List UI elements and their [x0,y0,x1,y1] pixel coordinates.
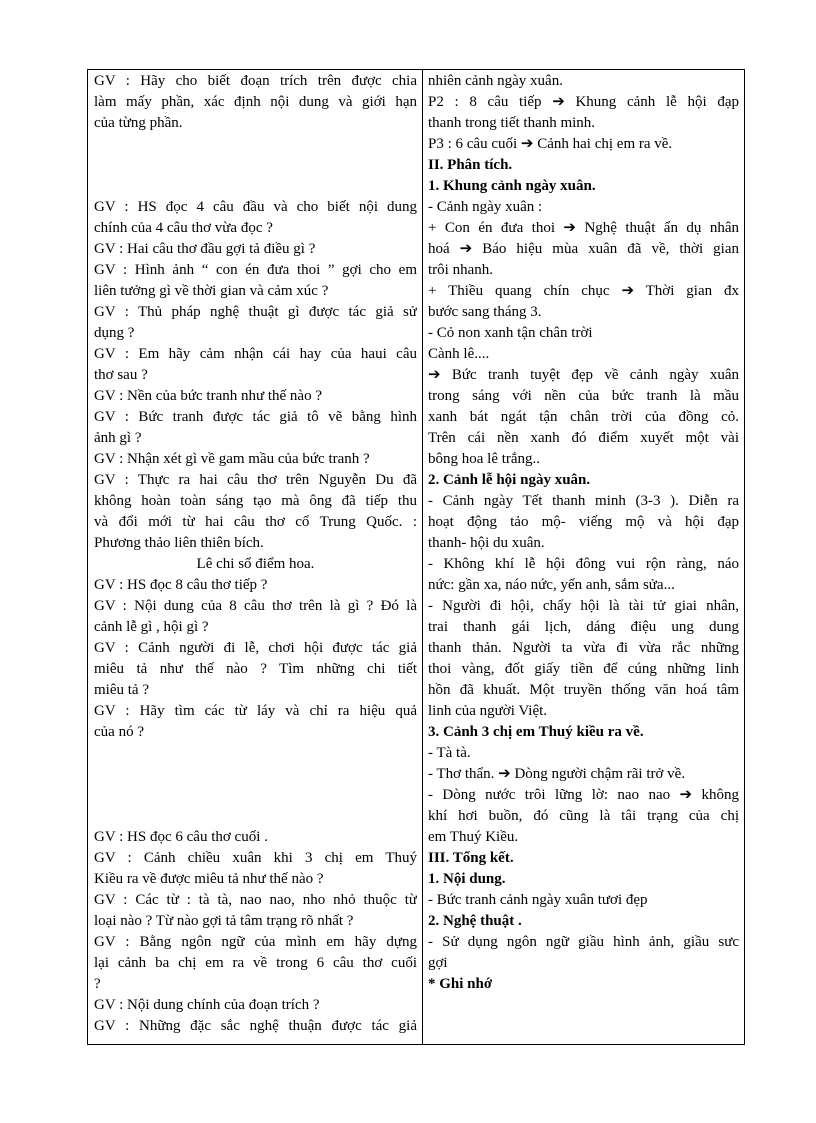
question-line: GV : Em hãy cảm nhận cái hay của haui câu [94,346,417,362]
content-line: bước sang tháng 3. [428,304,542,320]
content-line: P3 : 6 câu cuối ➔ Cảnh hai chị em ra về. [428,136,673,152]
content-line: trai thanh gái lịch, dáng điệu ung dung [428,619,739,635]
content-line: P2 : 8 câu tiếp ➔ Khung cảnh lễ hội đạp [428,94,739,110]
question-line: lại cảnh ba chị em ra về trong 6 câu thơ cuối [94,955,417,971]
content-line: + Con én đưa thoi ➔ Nghệ thuật ẩn dụ nhân [428,220,739,236]
content-line: - Không khí lễ hội đông vui rộn ràng, náo [428,556,739,572]
question-line: cảnh lễ gì , hội gì ? [94,619,209,635]
content-line: trôi nhanh. [428,262,493,278]
content-line: xanh bát ngát tận chân trời của đồng cỏ. [428,409,739,425]
question-line: GV : Hãy cho biết đoạn trích trên được chia [94,73,417,89]
question-blank-line [94,155,417,176]
question-line: loại nào ? Từ nào gợi tả tâm trạng rõ nhất ? [94,913,354,929]
question-line: GV : Hãy tìm các từ láy và chỉ ra hiệu quả [94,703,417,719]
question-line: và đổi mới từ hai câu thơ cổ Trung Quốc. : [94,514,417,530]
teacher-questions-column [88,70,423,1044]
content-heading: 2. Nghệ thuật . [428,913,522,929]
question-line: GV : Cảnh người đi lễ, chơi hội được tác giả [94,640,417,656]
question-blank-line [94,806,417,827]
question-line: GV : HS đọc 8 câu thơ tiếp ? [94,577,268,593]
question-line: liên tưởng gì về thời gian và cảm xúc ? [94,283,329,299]
content-line: thoi vàng, đốt giấy tiền để cúng những linh [428,661,739,677]
question-line: GV : Nhận xét gì về gam mầu của bức tranh ? [94,451,370,467]
question-line: GV : Nội dung của 8 câu thơ trên là gì ? Đó là [94,598,417,614]
question-line: Phương thảo liên thiên bích. [94,535,264,551]
content-heading: 1. Nội dung. [428,871,506,887]
content-heading: 1. Khung cảnh ngày xuân. [428,178,596,194]
question-line: GV : Cảnh chiều xuân khi 3 chị em Thuý [94,850,417,866]
question-blank-line [94,764,417,785]
question-line: Kiều ra về được miêu tả như thế nào ? [94,871,324,887]
content-line: nhiên cảnh ngày xuân. [428,73,563,89]
question-line: GV : Hai câu thơ đầu gợi tả điều gì ? [94,241,316,257]
content-line: - Tà tà. [428,745,471,761]
question-line: của từng phần. [94,115,183,131]
question-line: ảnh gì ? [94,430,142,446]
content-line: Trên cái nền xanh đó điểm xuyết một vài [428,430,739,446]
question-line: GV : Những đặc sắc nghệ thuận được tác giả [94,1018,417,1034]
question-blank-line [94,176,417,197]
content-line: em Thuý Kiều. [428,829,519,845]
lesson-content-column [423,70,744,1044]
content-line: - Dòng nước trôi lững lờ: nao nao ➔ không [428,787,739,803]
content-line: - Người đi hội, chẩy hội là tài tử giai nhân, [428,598,739,614]
content-line: hoạt động tảo mộ- viếng mộ và hội đạp [428,514,739,530]
question-line: GV : Bức tranh được tác giả tô vẽ bằng hình [94,409,417,425]
question-line: Lê chi sổ điểm hoa. [196,556,315,572]
question-line: GV : Nền của bức tranh như thế nào ? [94,388,322,404]
content-line: + Thiều quang chín chục ➔ Thời gian đx [428,283,739,299]
content-heading: II. Phân tích. [428,157,513,173]
content-line: - Cảnh ngày xuân : [428,199,543,215]
content-line: - Sử dụng ngôn ngữ giầu hình ảnh, giầu sưc [428,934,739,950]
content-line: hồn đã khuất. Một truyền thống văn hoá tâm [428,682,739,698]
question-blank-line [94,743,417,764]
question-line: ? [94,976,101,992]
content-line: - Bức tranh cảnh ngày xuân tươi đẹp [428,892,648,908]
question-line: GV : HS đọc 6 câu thơ cuối . [94,829,268,845]
question-line: GV : Thủ pháp nghệ thuật gì được tác giả sử [94,304,417,320]
content-line: - Cảnh ngày Tết thanh minh (3-3 ). Diễn ra [428,493,739,509]
question-line: GV : Hình ảnh “ con én đưa thoi ” gợi cho em [94,262,417,278]
question-line: GV : HS đọc 4 câu đầu và cho biết nội dung [94,199,417,215]
question-line: miêu tả ? [94,682,149,698]
content-heading: 3. Cảnh 3 chị em Thuý kiều ra về. [428,724,644,740]
content-line: - Thơ thẩn. ➔ Dòng người chậm rãi trở về. [428,766,686,782]
content-line: bông hoa lê trắng.. [428,451,541,467]
question-line: làm mấy phần, xác định nội dung và giới hạn [94,94,417,110]
question-blank-line [94,134,417,155]
question-line: thơ sau ? [94,367,148,383]
content-heading: 2. Cảnh lễ hội ngày xuân. [428,472,591,488]
content-heading: * Ghi nhớ [428,976,493,992]
content-line: thanh thản. Người ta vừa đi vừa rắc những [428,640,739,656]
question-line: không hoàn toàn sáng tạo mà ông đã tiếp thu [94,493,417,509]
content-line: nức: gần xa, náo nức, yến anh, sắm sửa... [428,577,675,593]
content-line: trong sáng với nền của bức tranh là mầu [428,388,739,404]
content-line: thanh trong tiết thanh minh. [428,115,596,131]
content-line: ➔ Bức tranh tuyệt đẹp về cảnh ngày xuân [428,367,739,383]
question-line: GV : Bằng ngôn ngữ của mình em hãy dựng [94,934,417,950]
content-line: gợi [428,955,448,971]
content-line: hoá ➔ Báo hiệu mùa xuân đã về, thời gian [428,241,739,257]
content-heading: III. Tổng kết. [428,850,514,866]
question-line: GV : Các từ : tà tà, nao nao, nho nhỏ thuộc từ [94,892,417,908]
question-blank-line [94,785,417,806]
content-line: Cành lê.... [428,346,490,362]
question-line: miêu tả như thế nào ? Tìm những chi tiết [94,661,417,677]
question-line: GV : Nội dung chính của đoạn trích ? [94,997,320,1013]
lesson-table [87,69,745,1045]
question-line: chính của 4 câu thơ vừa đọc ? [94,220,273,236]
question-line: dụng ? [94,325,135,341]
content-line: linh của người Việt. [428,703,548,719]
content-line: - Cỏ non xanh tận chân trời [428,325,593,341]
content-line: khí hơi buồn, đó cũng là tâi trạng của chị [428,808,739,824]
question-line: của nó ? [94,724,144,740]
content-line: thanh- hội du xuân. [428,535,545,551]
question-line: GV : Thực ra hai câu thơ trên Nguyễn Du đã [94,472,417,488]
